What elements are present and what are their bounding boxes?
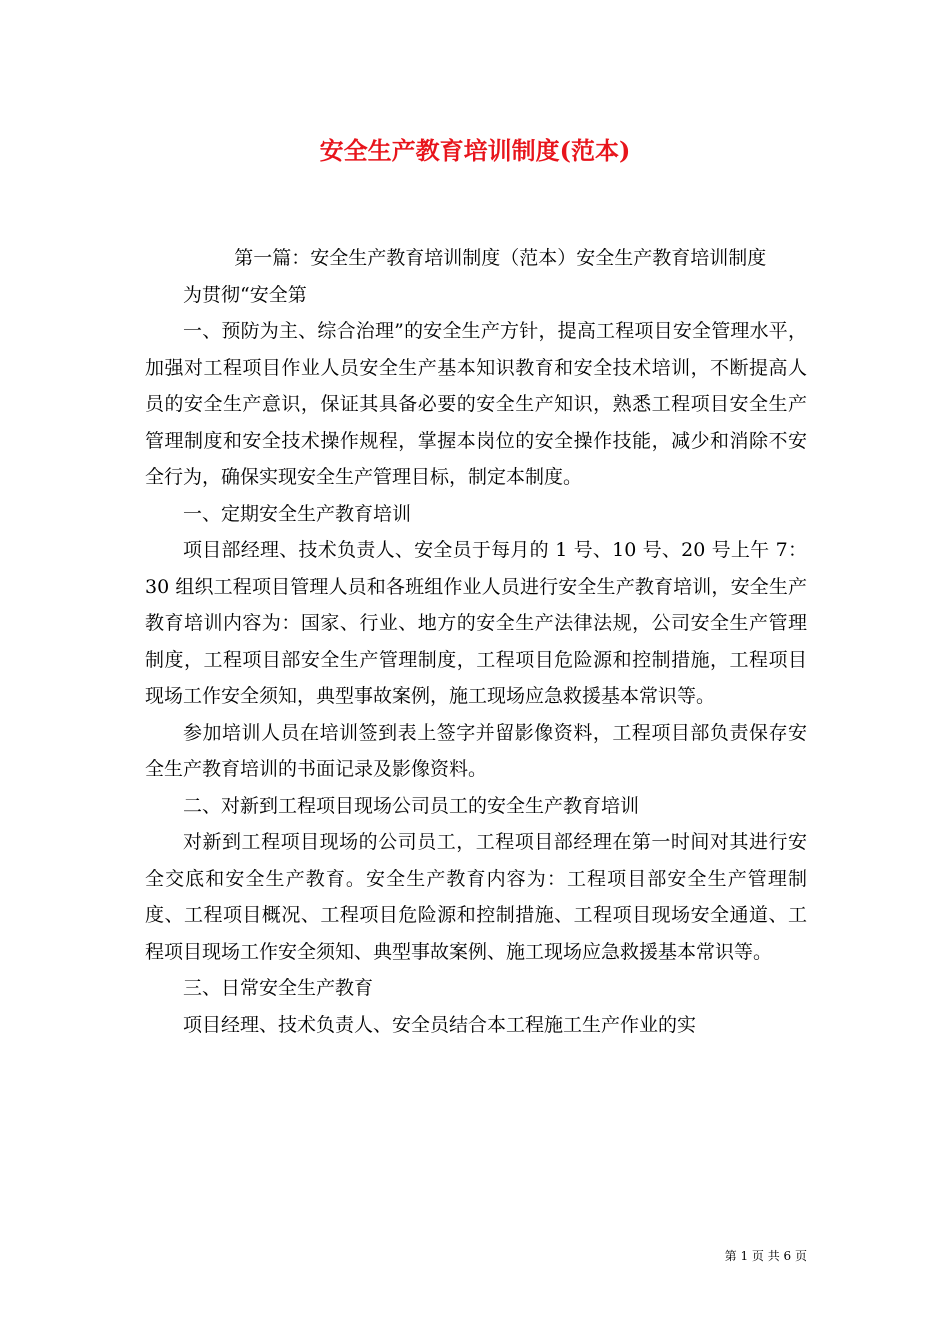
paragraph-intro: 第一篇：安全生产教育培训制度（范本）安全生产教育培训制度 bbox=[234, 247, 767, 269]
section-heading-1: 一、定期安全生产教育培训 bbox=[183, 502, 412, 525]
paragraph-section-1-records: 参加培训人员在培训签到表上签字并留影像资料，工程项目部负责保存安全生产教育培训的书面记录及影像资料。 bbox=[145, 721, 807, 780]
page-number: 第 1 页 共 6 页 bbox=[724, 1249, 807, 1263]
section-heading-3: 三、日常安全生产教育 bbox=[183, 977, 374, 999]
document-body bbox=[145, 240, 807, 1043]
document-title: 安全生产教育培训制度(范本) bbox=[319, 136, 631, 165]
paragraph-section-2: 对新到工程项目现场的公司员工，工程项目部经理在第一时间对其进行安全交底和安全生产教育。安全生产教育内容为：工程项目部安全生产管理制度、工程项目概况、工程项目危险源和控制措施、工程项目现场安全通道、工程项目现场工作安全须知、典型事故案例、施工现场应急救援基本常识等。 bbox=[145, 831, 807, 963]
paragraph-purpose: 一、预防为主、综合治理”的安全生产方针，提高工程项目安全管理水平，加强对工程项目作业人员安全生产基本知识教育和安全技术培训，不断提高人员的安全生产意识，保证其具备必要的安全生产知识，熟悉工程项目安全生产管理制度和安全技术操作规程，掌握本岗位的安全操作技能，减少和消除不安全行为，确保实现安全生产管理目标，制定本制度。 bbox=[145, 320, 807, 488]
paragraph-section-1: 项目部经理、技术负责人、安全员于每月的 1 号、10 号、20 号上午 7：30 组织工程项目管理人员和各班组作业人员进行安全生产教育培训，安全生产教育培训内容为：国家、行业、地方的安全生产法律法规，公司安全生产管理制度，工程项目部安全生产管理制度，工程项目危险源和控制措施，工程项目现场工作安全须知，典型事故案例，施工现场应急救援基本常识等。 bbox=[145, 539, 807, 707]
section-heading-2: 二、对新到工程项目现场公司员工的安全生产教育培训 bbox=[183, 794, 640, 817]
paragraph-purpose-start: 为贯彻“安全第 bbox=[183, 283, 307, 306]
paragraph-section-3: 项目经理、技术负责人、安全员结合本工程施工生产作业的实 bbox=[183, 1013, 697, 1036]
